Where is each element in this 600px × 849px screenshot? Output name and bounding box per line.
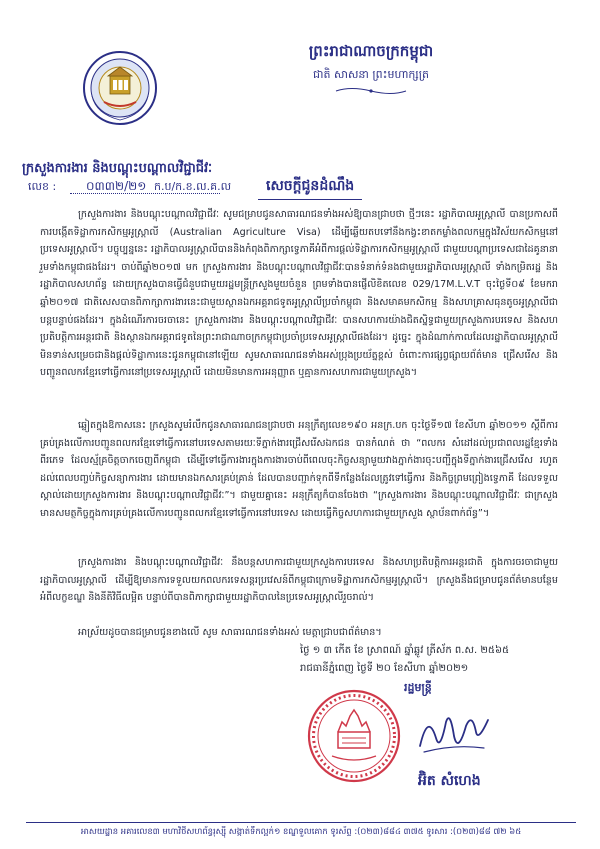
- official-stamp-icon: [306, 688, 402, 784]
- ornament-divider-icon: [296, 86, 446, 96]
- national-motto: ជាតិ សាសនា ព្រះមហាក្សត្រ: [313, 68, 429, 81]
- body-paragraph-3: ក្រសួងការងារ និងបណ្តុះបណ្តាលវិជ្ជាជីវៈ នឹងបន្តសហការជាមួយក្រសួងការបរទេស និងសហប្រតិបត្តិការអន្តរជាតិ ក្នុងការចរចាជាមួយរដ្ឋាភិបាលអូស្ត្រាលី ដើម្បីឱ្យមានការទទួលយកពលករទេសន្តរប្រវេសន៍ពីកម្ពុជាក្រោមទិដ្ឋាការកសិកម្មអូស្ត្រាលី។ ក្រសួងនឹងជម្រាបជូនព័ត៌មានបន្ថែមអំពីលក្ខខណ្ឌ និងនីតិវិធីលម្អិត បន្ទាប់ពីបានពិភាក្សាជាមួយរដ្ឋាភិបាលនៃប្រទេសអូស្ត្រាលីរួចរាល់។: [40, 557, 558, 604]
- reference-label: លេខ :: [28, 180, 57, 193]
- reference-dotted-line: [70, 193, 220, 194]
- kingdom-title: ព្រះរាជាណាចក្រកម្ពុជា: [308, 42, 434, 60]
- footer-address: អាសយដ្ឋាន អគារលេខ៣ មហាវិថីសហព័ន្ធរុស្ស៊ី សង្កាត់ទឹកល្អក់១ ខណ្ឌទួលគោក ទូរស័ព្ទ :(០២៣)៨៨៤ ៣៧៥ ទូរសារ :(០២៣)៨៨ ៧២ ៦៥: [80, 826, 522, 836]
- footer-divider: [26, 822, 576, 823]
- signatory-title: រដ្ឋមន្ត្រី: [404, 681, 432, 694]
- reference-suffix: ក.ប/ក.ខ.ល.គ.ល: [154, 180, 232, 193]
- notice-title: សេចក្តីជូនដំណឹង: [258, 174, 362, 200]
- handwritten-signature-icon: [414, 702, 494, 762]
- reference-number: ០៣៣២/២១: [86, 179, 147, 193]
- ministry-emblem-icon: [82, 50, 158, 126]
- signer-name: អ៊ិត សំហេង: [418, 773, 481, 789]
- body-paragraph-2: ឆ្លៀតក្នុងឱកាសនេះ ក្រសួងសូមរំលឹកជូនសាធារណជនជ្រាបថា អនុក្រឹត្យលេខ១៩០ អនក្រ.បក ចុះថ្ងៃទី១៧ ខែសីហា ឆ្នាំ២០១១ ស្តីពីការគ្រប់គ្រងលើការបញ្ជូនពលករខ្មែរទៅធ្វើការនៅបរទេសតាមរយៈទីភ្នាក់ងារជ្រើសរើសឯកជន បានកំណត់ ថា “ពលករ សំដៅដល់ប្រជាពលរដ្ឋខ្មែរទាំងពីរភេទ ដែលស្ម័គ្រចិត្តចាកចេញពីកម្ពុជា ដើម្បីទៅធ្វើការងារក្នុងការងារចាប់ពីពេលចុះកិច្ចសន្យាមួយវាងភ្នាក់ងារចុះបញ្ជីក្នុងទីភ្នាក់ងារជ្រើសរើស រហូតដល់ពេលបញ្ចប់កិច្ចសន្យាការងារ ដោយមានឯកសារគ្រប់គ្រាន់ ដែលបានបញ្ជាក់ទុកពីទីកន្លែងដែលត្រូវទៅធ្វើការ និងកិច្ចព្រមព្រៀងទ្វេភាគី ដែលទទួលស្គាល់ដោយក្រសួងការងារ និងបណ្តុះបណ្តាលវិជ្ជាជីវៈ”។ ជាមួយគ្នានេះ អនុក្រឹត្យក៏បានចែងថា “ក្រសួងការងារ និងបណ្តុះបណ្តាលវិជ្ជាជីវៈ ជាក្រសួងមានសមត្ថកិច្ចក្នុងការគ្រប់គ្រងលើការបញ្ជូនពលករខ្មែរទៅធ្វើការនៅបរទេស ដោយធ្វើកិច្ចសហការជាមួយក្រសួង ស្ថាប័នពាក់ព័ន្ធ”។: [40, 420, 558, 519]
- lunar-date: ថ្ងៃ ១ ៣ កើត ខែ ស្រាពណ៍ ឆ្នាំឆ្លូវ ត្រីស័ក ព.ស. ២៥៦៥: [300, 645, 510, 656]
- body-paragraph-4: អាស្រ័យដូចបានជម្រាបជូនខាងលើ សូម សាធារណជនទាំងអស់ មេត្តាជ្រាបជាព័ត៌មាន។: [78, 627, 382, 638]
- ministry-name: ក្រសួងការងារ និងបណ្តុះបណ្តាលវិជ្ជាជីវៈ: [22, 161, 213, 176]
- body-paragraph-1: ក្រសួងការងារ និងបណ្តុះបណ្តាលវិជ្ជាជីវៈ សូមជម្រាបជូនសាធារណជនទាំងអស់ឱ្យបានជ្រាបថា ថ្មីៗនេះ រដ្ឋាភិបាលអូស្ត្រាលី បានប្រកាសពីការបង្កើតទិដ្ឋាការកសិកម្មអូស្ត្រាលី (Australian Agriculture Visa) ដើម្បីឆ្លើយតបទៅនឹងកង្វះខាតកម្លាំងពលកម្មក្នុងវិស័យកសិកម្មនៅប្រទេសអូស្ត្រាលី។ បច្ចុប្បន្ននេះ រដ្ឋាភិបាលអូស្ត្រាលីបាននិងកំពុងពិភាក្សាទ្វេភាគីអំពីការផ្តល់ទិដ្ឋាការកសិកម្មអូស្ត្រាលី ជាមួយបណ្តាប្រទេសជាដៃគូនានា រួមទាំងកម្ពុជាផងដែរ។ ចាប់ពីឆ្នាំ២០១៧ មក ក្រសួងការងារ និងបណ្តុះបណ្តាលវិជ្ជាជីវៈបានទំនាក់ទំនងជាមួយរដ្ឋាភិបាលអូស្ត្រាលី ទាំងកម្រិតរដ្ឋ និងរដ្ឋាភិបាលសហព័ន្ធ ដោយក្រសួងបានធ្វើជំនួបជាមួយរដ្ឋមន្ត្រីក្រសួងមួយចំនួន ព្រមទាំងបានផ្ញើលិខិតលេខ 029/17M.L.V.T ចុះថ្ងៃទី០៩ ខែមករា ឆ្នាំ២០១៧ ជាតិសេសបានពិភាក្សាការងារនេះជាមួយស្ថានឯកអគ្គរាជទូតអូស្ត្រាលីប្រចាំកម្ពុជា និងសមាគមកសិកម្ម និងសហគ្រាសធុនតូចអូស្ត្រាលីជាបន្តបន្ទាប់ផងដែរ។ ក្នុងដំណើរការចរចានេះ ក្រសួងការងារ និងបណ្តុះបណ្តាលវិជ្ជាជីវៈ បានសហការយ៉ាងជិតស្និទ្ធជាមួយក្រសួងការបរទេស និងសហប្រតិបត្តិការអន្តរជាតិ និងស្ថានឯកអគ្គរាជទូតនៃព្រះរាជាណាចក្រកម្ពុជាប្រចាំប្រទេសអូស្ត្រាលីផងដែរ។ ដូច្នេះ ក្នុងដំណាក់កាលដែលរដ្ឋាភិបាលអូស្ត្រាលីមិនទាន់សម្រេចជានិងផ្តល់ទិដ្ឋាការនេះជូនកម្ពុជានៅឡើយ សូមសាធារណជនទាំងអស់ប្រុងប្រយ័ត្នខ្ពស់ ចំពោះការផ្សព្វផ្សាយព័ត៌មាន ជ្រើសរើស និងបញ្ជូនពលករខ្មែរទៅធ្វើការនៅប្រទេសអូស្ត្រាលី ដោយមិនមានការអនុញ្ញាត ឬគ្មានការសហការជាមួយក្រសួង។: [40, 209, 558, 379]
- solar-date: រាជធានីភ្នំពេញ ថ្ងៃទី ២០ ខែសីហា ឆ្នាំ២០២១: [300, 663, 469, 674]
